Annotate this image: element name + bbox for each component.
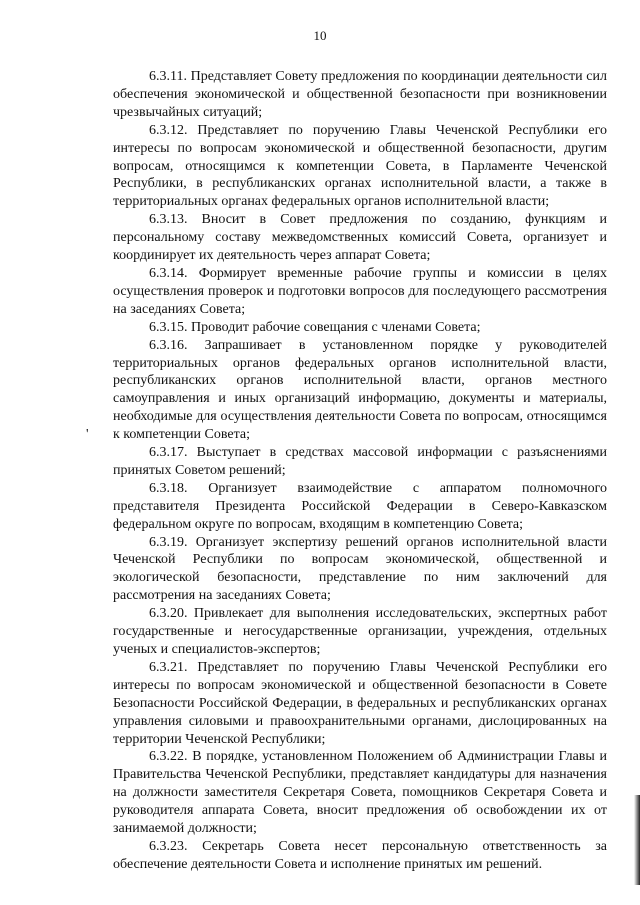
paragraph-6-3-19: 6.3.19. Организует экспертизу решений органов исполнительной власти Чеченской Республики по вопросам экономической, общественной и экологической безопасности, представление по ним заключений для рассмотрения на заседаниях Совета; bbox=[113, 534, 607, 604]
page-number: 10 bbox=[313, 28, 327, 43]
paragraph-6-3-18: 6.3.18. Организует взаимодействие с аппаратом полномочного представителя Президента Российской Федерации в Северо-Кавказском федеральном округе по вопросам, входящим в компетенцию Совета; bbox=[113, 480, 607, 532]
paragraph-6-3-14: 6.3.14. Формирует временные рабочие группы и комиссии в целях осуществления проверок и подготовки вопросов для последующего рассмотрения на заседаниях Совета; bbox=[113, 265, 607, 317]
paragraph-6-3-13: 6.3.13. Вносит в Совет предложения по созданию, функциям и персональному составу межведомственных комиссий Совета, организует и координирует их деятельность через аппарат Совета; bbox=[113, 212, 607, 264]
scan-edge-shadow bbox=[634, 795, 640, 885]
paragraph-6-3-11: 6.3.11. Представляет Совету предложения по координации деятельности сил обеспечения экономической и общественной безопасности при возникновении чрезвычайных ситуаций; bbox=[113, 69, 607, 120]
stray-mark: ' bbox=[86, 427, 89, 442]
paragraph-6-3-16: 6.3.16. Запрашивает в установленном порядке у руководителей территориальных органов федеральных органов исполнительной власти, республиканских органов исполнительной власти, органов местного самоуправления и иных организаций информацию, документы и материалы, необходимые для осуществления деятельности Совета по вопросам, относящимся к компетенции Совета; bbox=[113, 337, 607, 443]
paragraph-6-3-23: 6.3.23. Секретарь Совета несет персональную ответственность за обеспечение деятельности Совета и исполнение принятых им решений. bbox=[113, 838, 607, 872]
paragraph-6-3-12: 6.3.12. Представляет по поручению Главы Чеченской Республики его интересы по вопросам экономической и общественной безопасности, другим вопросам, относящимся к компетенции Совета, в Парламенте Чеченской Республики, в республиканских органах исполнительной власти, а также в территориальных органах федеральных органов исполнительной власти; bbox=[113, 122, 607, 210]
paragraph-6-3-17: 6.3.17. Выступает в средствах массовой информации с разъяснениями принятых Советом решений; bbox=[113, 445, 607, 478]
paragraph-6-3-15: 6.3.15. Проводит рабочие совещания с членами Совета; bbox=[149, 319, 481, 335]
document-body bbox=[113, 68, 607, 874]
paragraph-6-3-22: 6.3.22. В порядке, установленном Положением об Администрации Главы и Правительства Чеченской Республики, представляет кандидатуры для назначения на должности заместителя Секретаря Совета, помощников Секретаря Совета и руководителя аппарата Совета, вносит предложения об освобождении их от занимаемой должности; bbox=[113, 749, 607, 837]
paragraph-6-3-20: 6.3.20. Привлекает для выполнения исследовательских, экспертных работ государственные и негосударственные организации, учреждения, отдельных ученых и специалистов-экспертов; bbox=[113, 606, 607, 657]
paragraph-6-3-21: 6.3.21. Представляет по поручению Главы Чеченской Республики его интересы по вопросам экономической и общественной безопасности в Совете Безопасности Российской Федерации, в федеральных и республиканских органах управления силовыми и правоохранительными органами, дислоцированных на территории Чеченской Республики; bbox=[113, 659, 607, 747]
